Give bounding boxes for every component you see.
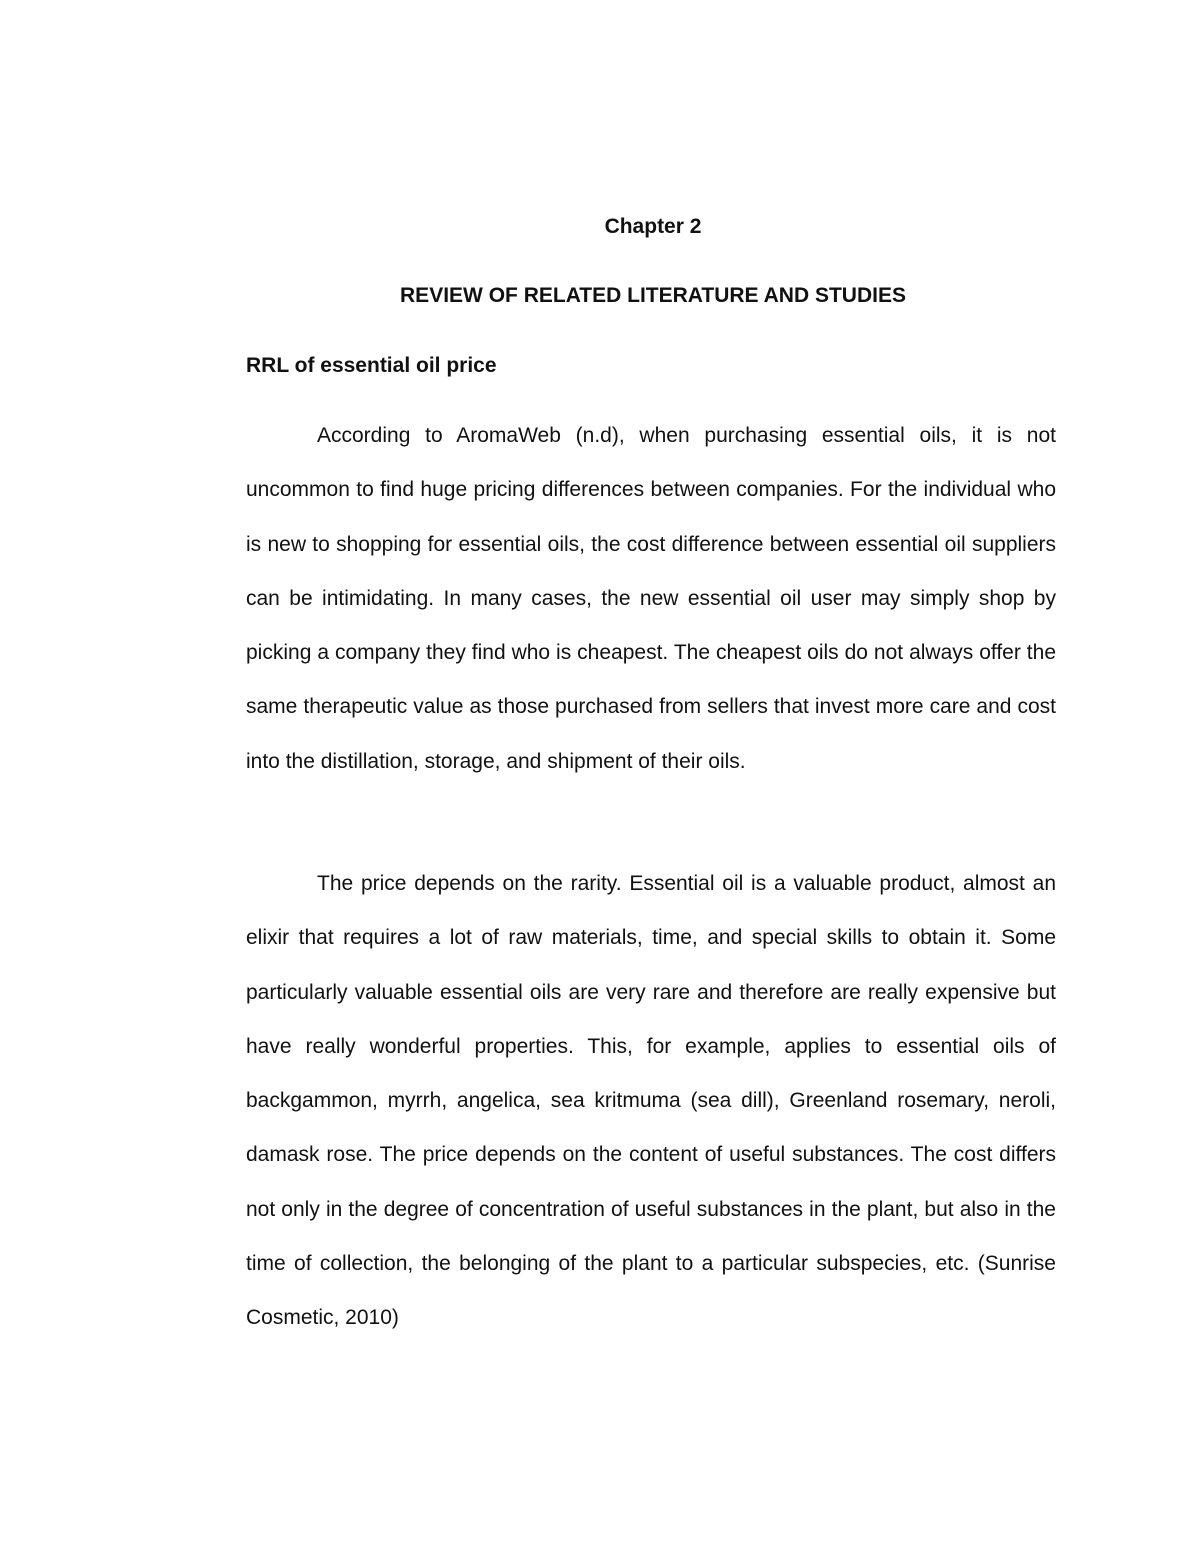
body-paragraph: According to AromaWeb (n.d), when purchasing essential oils, it is not uncommon to find huge pricing differences between companies. For the individual who is new to shopping for essential oils, the cost difference between essential oil suppliers can be intimidating. In many cases, the new essential oil user may simply shop by picking a company they find who is cheapest. The cheapest oils do not always offer the same therapeutic value as those purchased from sellers that invest more care and cost into the distillation, storage, and shipment of their oils. <box>246 424 1056 773</box>
chapter-title: REVIEW OF RELATED LITERATURE AND STUDIES <box>400 284 906 307</box>
section-heading: RRL of essential oil price <box>246 354 497 377</box>
chapter-label: Chapter 2 <box>604 215 702 238</box>
body-paragraph: The price depends on the rarity. Essential oil is a valuable product, almost an elixir that requires a lot of raw materials, time, and special skills to obtain it. Some particularly valuable essential oils are very rare and therefore are really expensive but have really wonderful properties. This, for example, applies to essential oils of backgammon, myrrh, angelica, sea kritmuma (sea dill), Greenland rosemary, neroli, damask rose. The price depends on the content of useful substances. The cost differs not only in the degree of concentration of useful substances in the plant, but also in the time of collection, the belonging of the plant to a particular subspecies, etc. (Sunrise Cosmetic, 2010) <box>246 872 1056 1330</box>
